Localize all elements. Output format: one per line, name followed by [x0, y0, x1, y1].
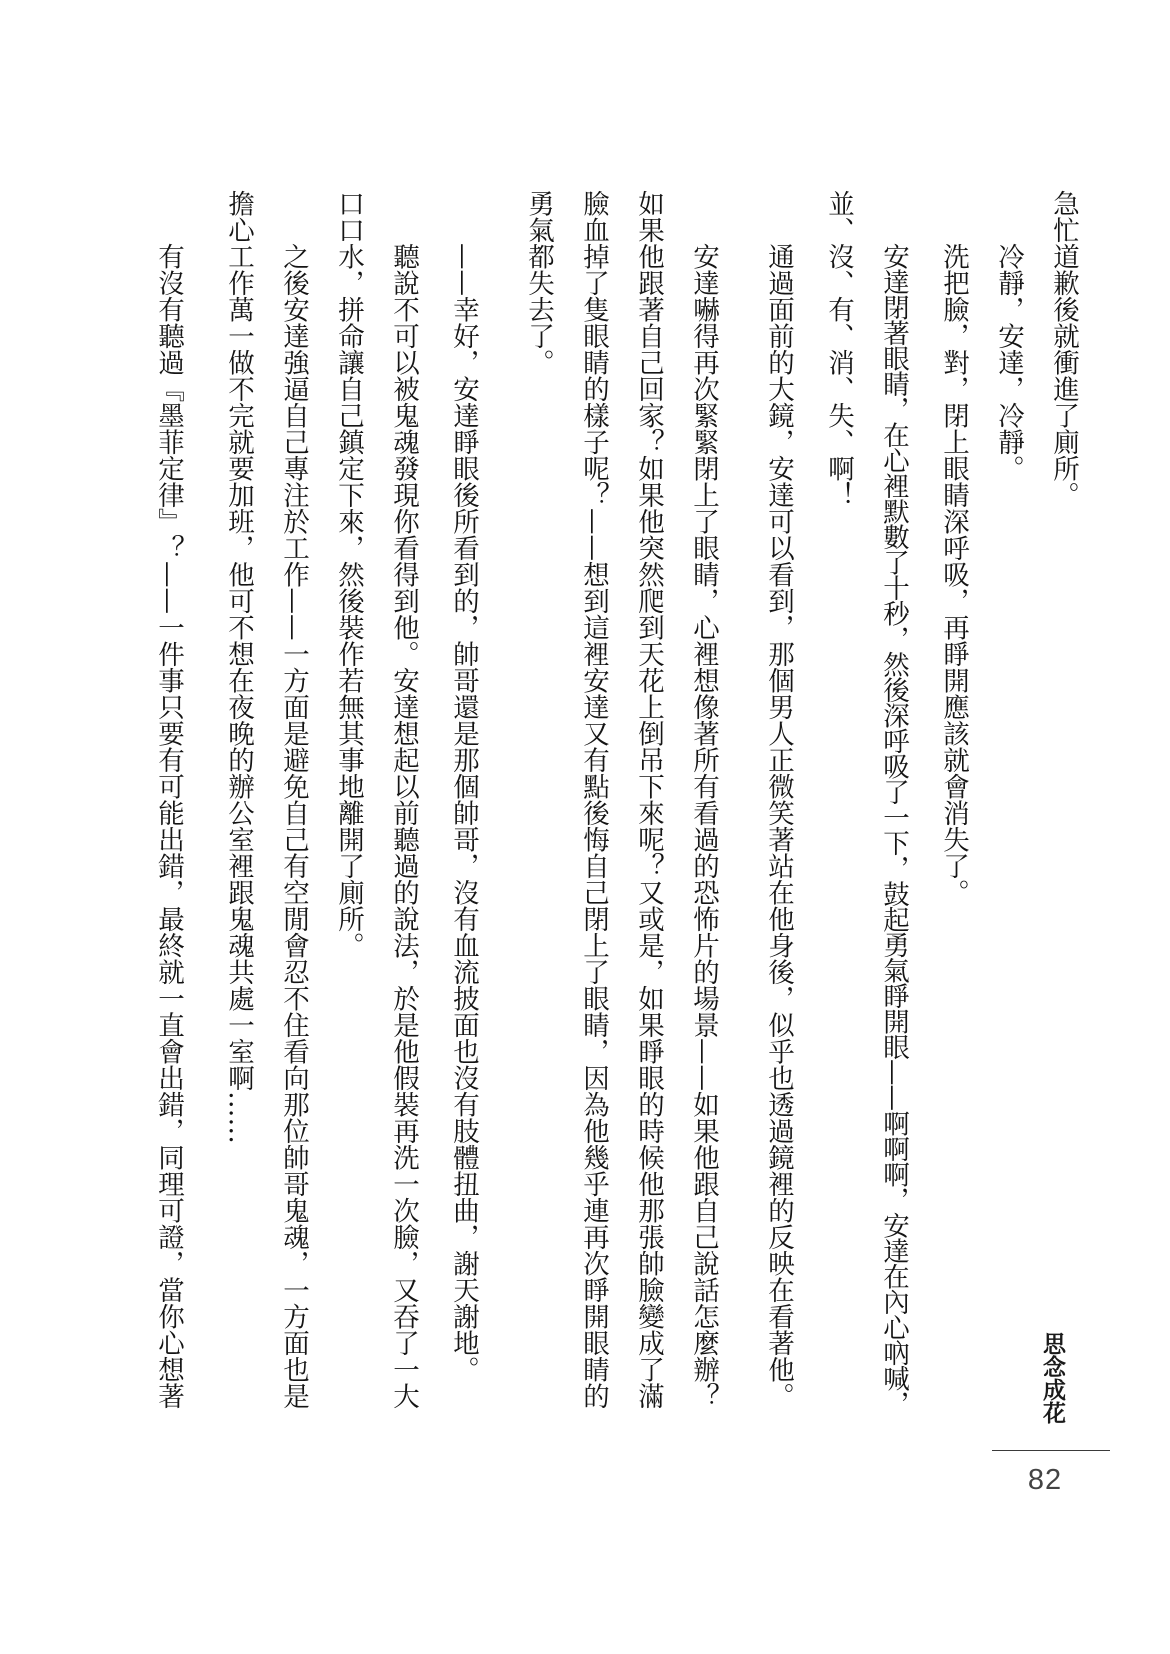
running-header: 思念成花 [1039, 1332, 1066, 1424]
text-column-12: 聽說不可以被鬼魂發現你看得到他。安達想起以前聽過的說法，於是他假裝再洗一次臉，又吞了一大 [388, 243, 419, 1409]
header-rule [992, 1450, 1110, 1451]
page-number: 82 [1027, 1464, 1063, 1496]
text-column-11: ——幸好，安達睜眼後所看到的，帥哥還是那個帥哥，沒有血流披面也沒有肢體扭曲，謝天謝地。 [448, 243, 479, 1383]
text-column-16: 有沒有聽過『墨菲定律』？——一件事只要有可能出錯，最終就一直會出錯，同理可證，當你心想著 [153, 243, 184, 1409]
text-column-4: 安達閉著眼睛，在心裡默數了十秒，然後深呼吸了一下，鼓起勇氣睜開眼——啊啊啊，安達在內心吶喊， [878, 243, 909, 1416]
text-column-10: 勇氣都失去了。 [523, 190, 554, 376]
text-column-2: 冷靜，安達，冷靜。 [993, 243, 1024, 482]
text-column-8: 如果他跟著自己回家？如果他突然爬到天花上倒吊下來呢？又或是，如果睜眼的時候他那張帥臉變成了滿 [633, 190, 664, 1409]
text-column-13: 口口水，拼命讓自己鎮定下來，然後裝作若無其事地離開了廁所。 [333, 190, 364, 959]
text-column-15: 擔心工作萬一做不完就要加班，他可不想在夜晚的辦公室裡跟鬼魂共處一室啊…… [223, 190, 254, 1144]
text-column-3: 洗把臉，對，閉上眼睛深呼吸，再睜開應該就會消失了。 [938, 243, 969, 906]
text-column-14: 之後安達強逼自己專注於工作——一方面是避免自己有空閒會忍不住看向那位帥哥鬼魂，一方面也是 [278, 243, 309, 1409]
text-column-9: 臉血掉了隻眼睛的樣子呢？——想到這裡安達又有點後悔自己閉上了眼睛，因為他幾乎連再次睜開眼睛的 [578, 190, 609, 1409]
text-column-6: 通過面前的大鏡，安達可以看到，那個男人正微笑著站在他身後，似乎也透過鏡裡的反映在看著他。 [763, 243, 794, 1409]
text-column-5: 並、沒、有、消、失、啊！ [823, 190, 854, 508]
text-column-1: 急忙道歉後就衝進了廁所。 [1048, 190, 1079, 508]
text-column-7: 安達嚇得再次緊緊閉上了眼睛，心裡想像著所有看過的恐怖片的場景——如果他跟自己說話怎麼辦？ [688, 243, 719, 1409]
